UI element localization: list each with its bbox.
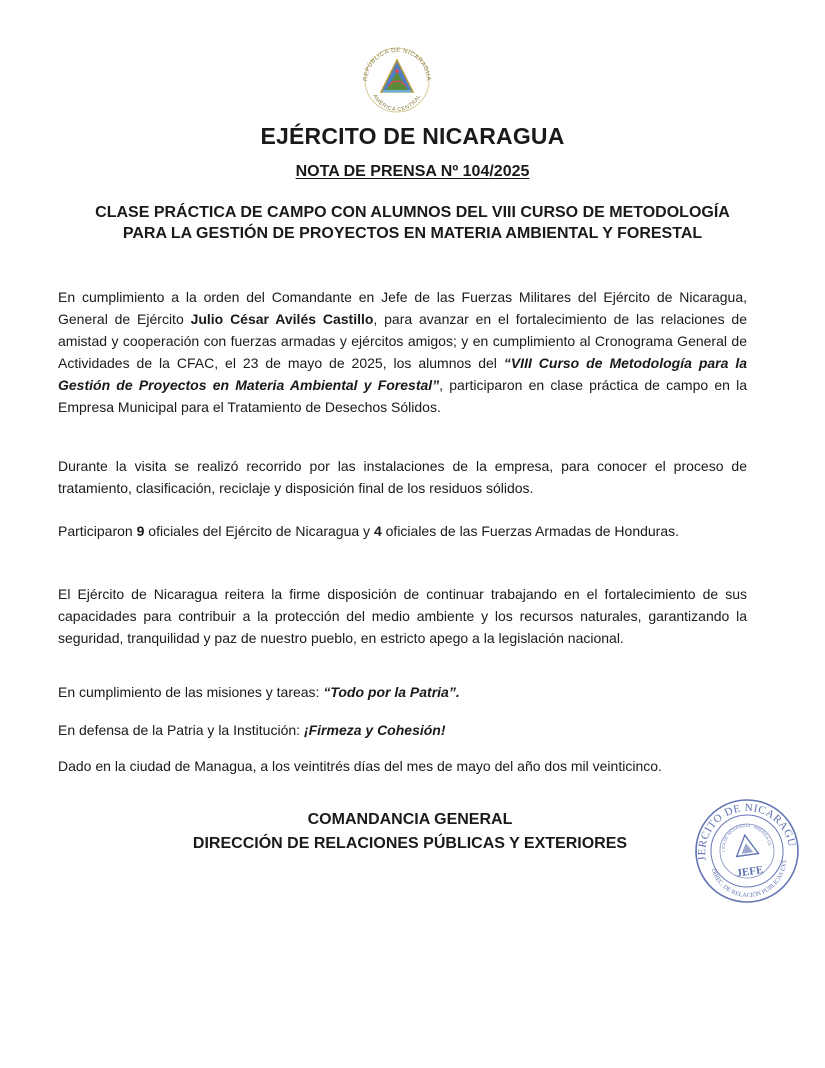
officers-count-honduras: 4: [373, 523, 382, 539]
paragraph-7: Dado en la ciudad de Managua, a los veintitrés días del mes de mayo del año dos mil veinticinco.: [58, 758, 662, 774]
paragraph-5: [58, 681, 747, 703]
press-note-number: [0, 163, 825, 181]
svg-text:REPÚBLICA DE NICARAGUA · AMÉRI: REPÚBLICA DE NICARAGUA · AMÉRICA CENTRAL: [720, 822, 773, 852]
p3-text-c: oficiales de las Fuerzas Armadas de Honduras.: [381, 523, 680, 539]
signature-line-2: DIRECCIÓN DE RELACIONES PÚBLICAS Y EXTERIORES: [192, 835, 628, 852]
course-name: “VIII Curso de Metodología para la Gestión de Proyectos en Materia Ambiental y Forestal”: [58, 355, 747, 393]
p1-text-b: , para avanzar en el fortalecimiento de las relaciones de amistad y cooperación con fuerzas armadas y ejércitos amigos; y en cumplimiento al Cronograma General de Actividades de la CFAC, el 23 de mayo de 2025, los alumnos del: [58, 311, 747, 371]
svg-text:AMÉRICA CENTRAL: AMÉRICA CENTRAL: [371, 93, 423, 113]
officers-count-nicaragua: 9: [136, 523, 145, 539]
signature-block: [130, 808, 690, 856]
p3-text-b: oficiales del Ejército de Nicaragua y: [144, 523, 374, 539]
p1-text-a: En cumplimiento a la orden del Comandante en Jefe de las Fuerzas Militares del Ejército de Nicaragua, General de Ejército: [58, 289, 747, 327]
svg-text:DIREC. DE RELACIÓN PÚBLICAS EX: DIREC. DE RELACIÓN PÚBLICAS EXT.: [709, 858, 789, 899]
nicaragua-coat-of-arms-seal: [356, 42, 438, 114]
motto-todo-por-la-patria: “Todo por la Patria”.: [323, 684, 460, 700]
motto-firmeza-y-cohesion: ¡Firmeza y Cohesión!: [303, 722, 446, 738]
svg-text:REPÚBLICA DE NICARAGUA: REPÚBLICA DE NICARAGUA: [362, 47, 432, 82]
paragraph-6: [58, 719, 747, 741]
p1-text-c: , participaron en clase práctica de campo en la Empresa Municipal para el Tratamiento de Desechos Sólidos.: [58, 377, 747, 415]
release-title: CLASE PRÁCTICA DE CAMPO CON ALUMNOS DEL VIII CURSO DE METODOLOGÍA PARA LA GESTIÓN DE PROYECTOS EN MATERIA AMBIENTAL Y FORESTAL: [95, 204, 730, 242]
paragraph-2: Durante la visita se realizó recorrido por las instalaciones de la empresa, para conocer el proceso de tratamiento, clasificación, reciclaje y disposición final de los residuos sólidos.: [58, 458, 747, 496]
p6-text-a: En defensa de la Patria y la Institución:: [58, 722, 304, 738]
p3-text-a: Participaron: [58, 523, 137, 539]
institution-heading: EJÉRCITO DE NICARAGUA: [260, 123, 565, 149]
paragraph-1: [58, 286, 747, 418]
paragraph-4: El Ejército de Nicaragua reitera la firme disposición de continuar trabajando en el fortalecimiento de sus capacidades para contribuir a la protección del medio ambiente y los recursos naturales, garantizando la seguridad, tranquilidad y paz de nuestro pueblo, en estricto apego a la legislación nacional.: [58, 586, 747, 646]
signature-line-1: COMANDANCIA GENERAL: [307, 811, 513, 828]
commander-name: Julio César Avilés Castillo: [190, 311, 374, 327]
svg-text:JEFE: JEFE: [735, 863, 765, 880]
svg-text:EJÉRCITO DE NICARAGUA: EJÉRCITO DE NICARAGUA: [696, 801, 798, 862]
press-note-label: NOTA DE PRENSA Nº 104/2025: [295, 163, 530, 180]
paragraph-3: [58, 520, 747, 542]
office-stamp-seal: [693, 797, 801, 905]
p5-text-a: En cumplimiento de las misiones y tareas:: [58, 684, 324, 700]
